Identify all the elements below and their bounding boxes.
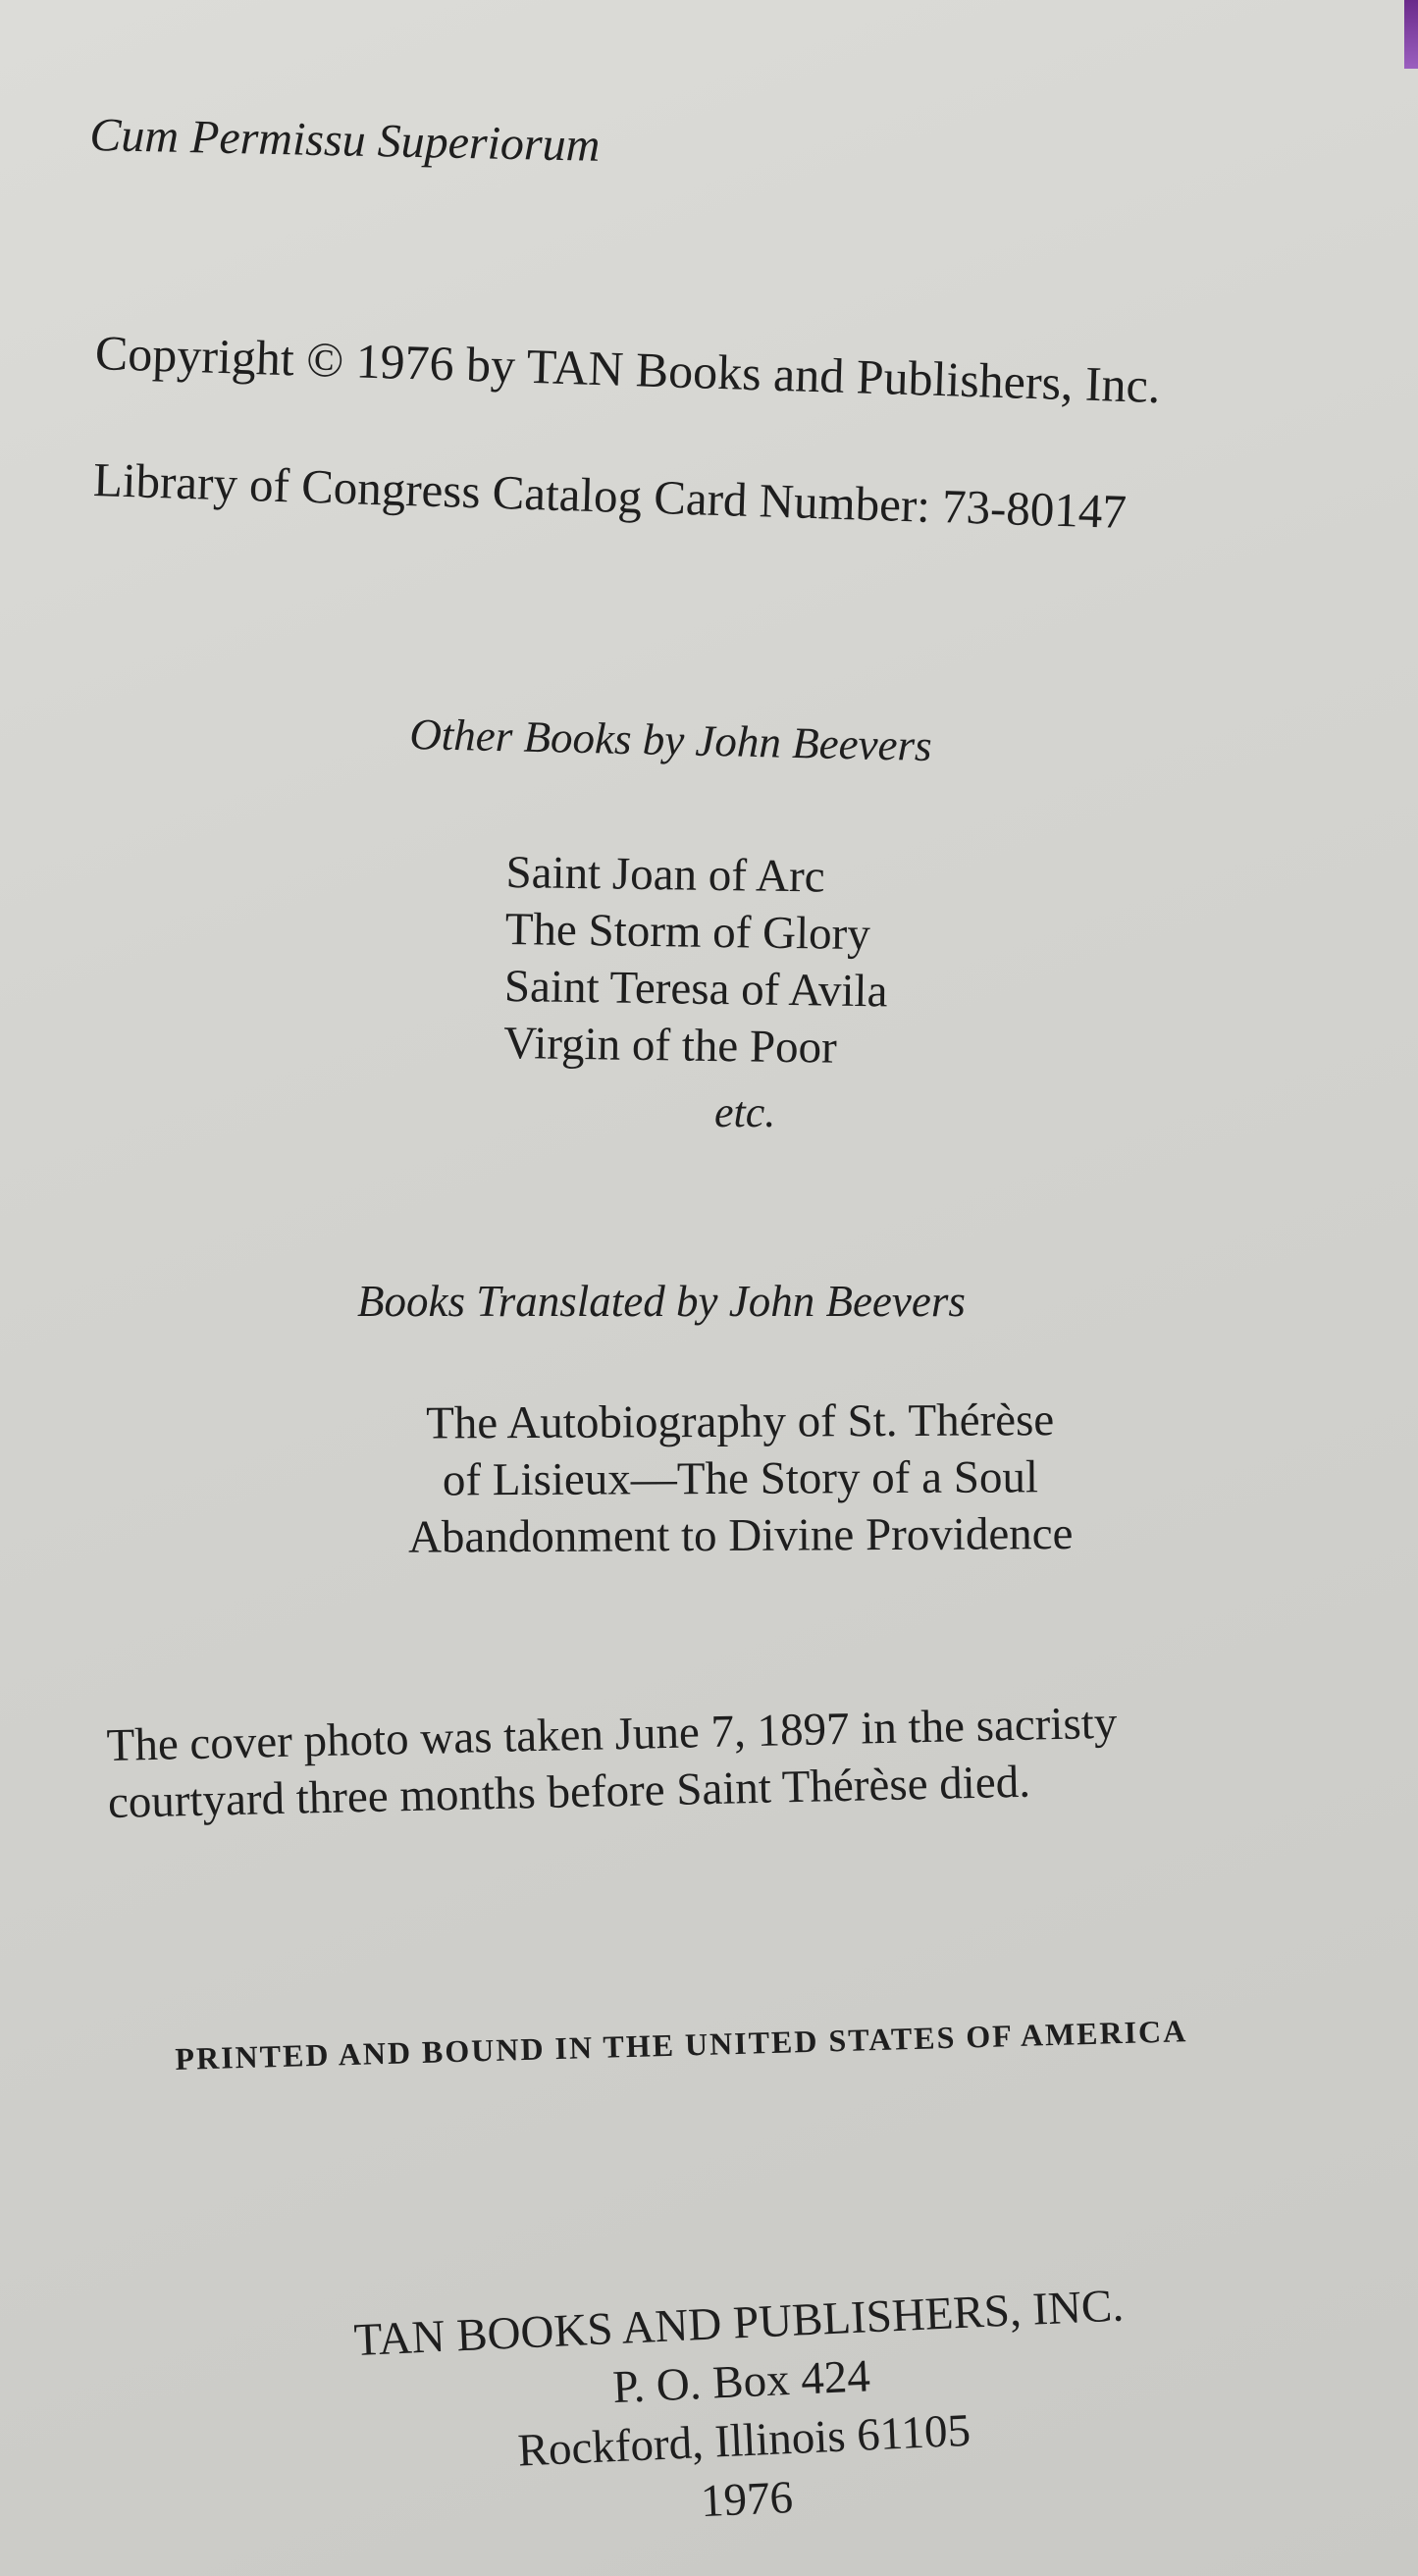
list-item: Saint Joan of Arc [505, 846, 825, 903]
publisher-box: P. O. Box 424 [611, 2350, 871, 2414]
list-item: of Lisieux—The Story of a Soul [442, 1451, 1039, 1506]
list-item: Virgin of the Poor [502, 1017, 838, 1074]
list-item: Abandonment to Divine Providence [407, 1508, 1074, 1563]
other-books-heading: Other Books by John Beevers [408, 709, 933, 771]
publisher-name: TAN BOOKS AND PUBLISHERS, INC. [352, 2280, 1126, 2367]
page-edge-tab [1404, 0, 1418, 69]
publisher-address [247, 2272, 1238, 2551]
other-books-list [503, 844, 890, 1077]
list-item: The Storm of Glory [504, 903, 871, 961]
catalog-number-line: Library of Congress Catalog Card Number: 73-80147 [92, 451, 1128, 540]
copyright-line: Copyright © 1976 by TAN Books and Publishers, Inc. [94, 324, 1162, 414]
permission-line: Cum Permissu Superiorum [88, 108, 601, 172]
translated-books-heading: Books Translated by John Beevers [357, 1277, 966, 1326]
other-books-etc: etc. [714, 1088, 776, 1136]
cover-note-line: courtyard three months before Saint Thérèse died. [107, 1756, 1031, 1828]
translated-books-list [338, 1392, 1143, 1566]
publisher-year: 1976 [699, 2471, 795, 2528]
cover-photo-note [106, 1695, 1119, 1831]
publisher-city: Rockford, Illinois 61105 [516, 2404, 972, 2477]
list-item: Saint Teresa of Avila [503, 960, 888, 1018]
printed-notice: PRINTED AND BOUND IN THE UNITED STATES OF AMERICA [175, 2013, 1188, 2077]
list-item: The Autobiography of St. Thérèse [425, 1394, 1055, 1449]
cover-note-line: The cover photo was taken June 7, 1897 in the sacristy [106, 1697, 1118, 1771]
